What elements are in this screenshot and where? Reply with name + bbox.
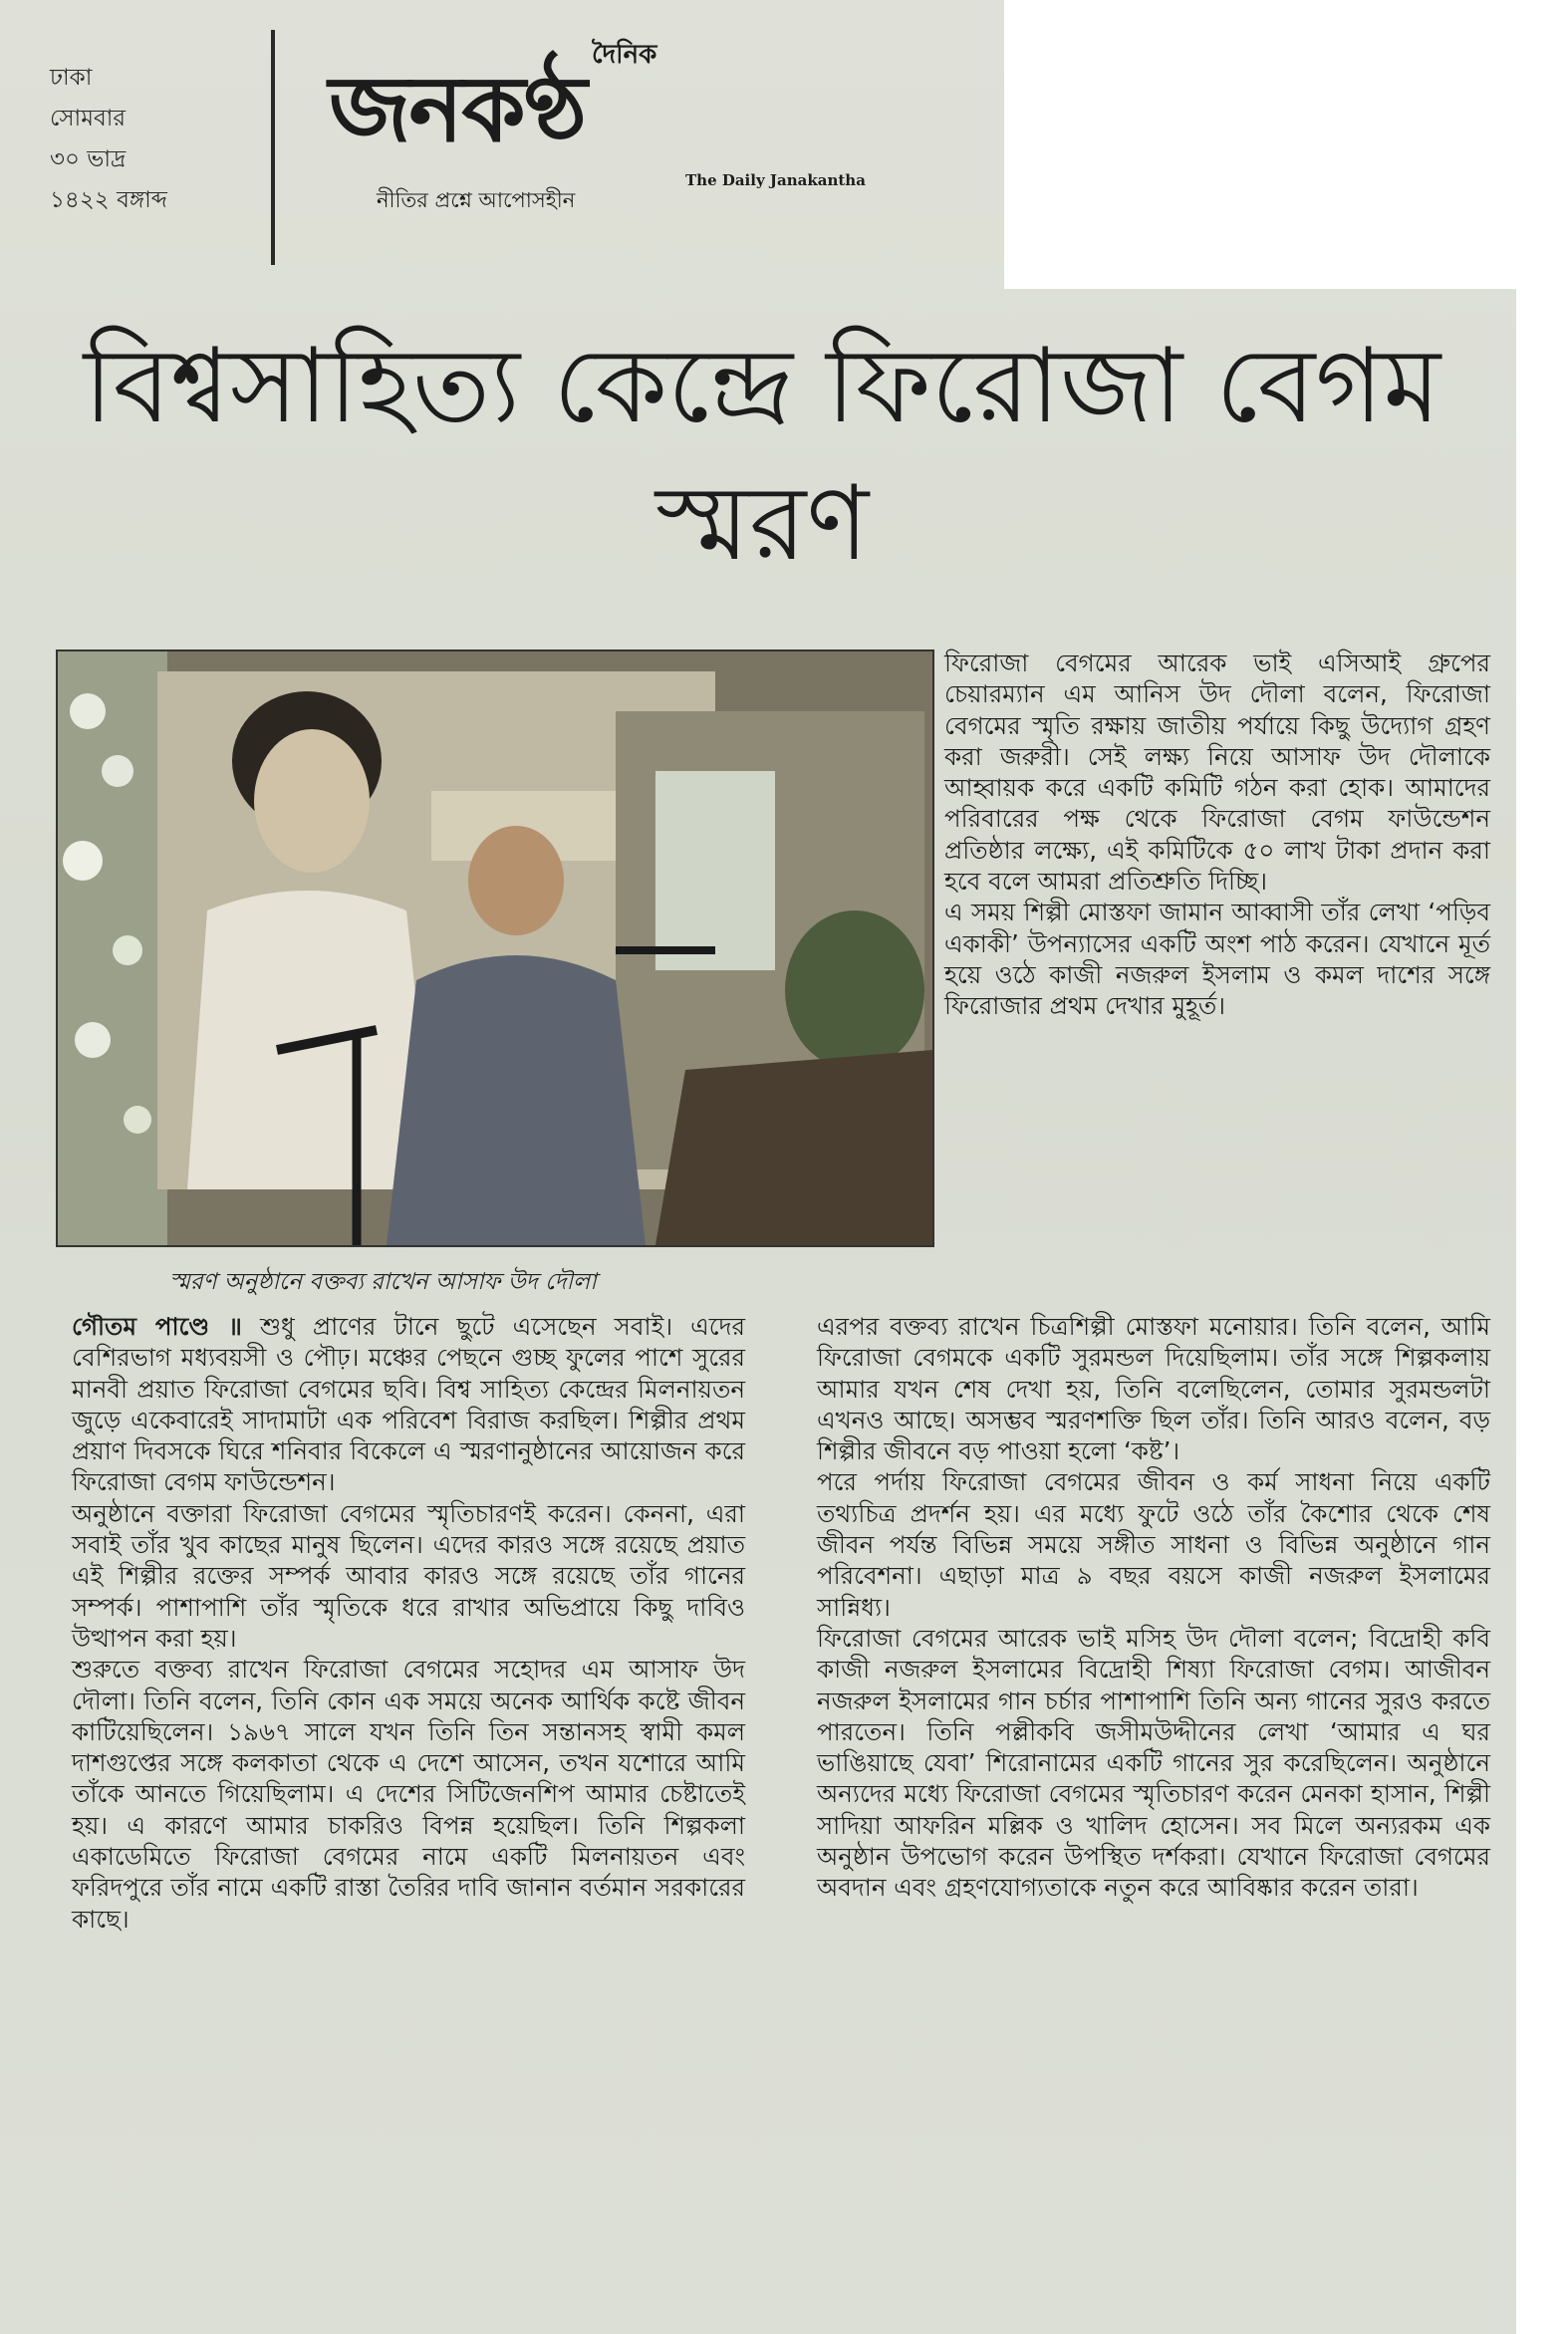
left-column [72,1311,745,1935]
paragraph: অনুষ্ঠানে বক্তারা ফিরোজা বেগমের স্মৃতিচারণই করেন। কেননা, এরা সবাই তাঁর খুব কাছের মানুষ ছিলেন। এদের কারও সঙ্গে রয়েছে প্রয়াত এই শিল্পীর রক্তের সম্পর্ক আবার কারও সঙ্গে রয়েছে তাঁর গানের সম্পর্ক। পাশাপাশি তাঁর স্মৃতিকে ধরে রাখার অভিপ্রায়ে কিছু দাবিও উত্থাপন করা হয়। [72,1498,745,1653]
blank-corner [1004,0,1568,289]
bengali-year: ১৪২২ বঙ্গাব্দ [50,187,167,213]
photo-caption: স্মরণ অনুষ্ঠানে বক্তব্য রাখেন আসাফ উদ দৌলা [169,1269,597,1295]
english-name: The Daily Janakantha [685,171,866,189]
lead-paragraph [72,1311,745,1498]
tagline: নীতির প্রশ্নে আপোসহীন [377,188,576,212]
byline: গৌতম পাণ্ডে ॥ [72,1312,242,1341]
right-column-top [944,648,1490,1022]
paragraph: পরে পর্দায় ফিরোজা বেগমের জীবন ও কর্ম সাধনা নিয়ে একটি তথ্যচিত্র প্রদর্শন হয়। এর মধ্যে ফুটে ওঠে তাঁর কৈশোর থেকে শেষ জীবন পর্যন্ত বিভিন্ন সময়ে সঙ্গীত সাধনা ও বিভিন্ন অনুষ্ঠানে গান পরিবেশনা। এছাড়া মাত্র ৯ বছর বয়সে কাজী নজরুল ইসলামের সান্নিধ্য। [817,1467,1490,1622]
date-block [50,58,259,221]
bengali-date: ৩০ ভাদ্র [50,146,127,172]
masthead-divider [271,30,275,265]
lead-text: শুধু প্রাণের টানে ছুটে এসেছেন সবাই। এদের বেশিরভাগ মধ্যবয়সী ও পৌঢ়। মঞ্চের পেছনে গুচ্ছ ফুলের পাশে সুরের মানবী প্রয়াত ফিরোজা বেগমের ছবি। বিশ্ব সাহিত্য কেন্দ্রের মিলনায়তন জুড়ে একেবারেই সাদামাটা এক পরিবেশ বিরাজ করছিল। শিল্পীর প্রথম প্রয়াণ দিবসকে ঘিরে শনিবার বিকেলে এ স্মরণানুষ্ঠানের আয়োজন করে ফিরোজা বেগম ফাউন্ডেশন। [72,1312,745,1497]
paragraph: এরপর বক্তব্য রাখেন চিত্রশিল্পী মোস্তফা মনোয়ার। তিনি বলেন, আমি ফিরোজা বেগমকে একটি সুরমন্ডল দিয়েছিলাম। তাঁর সঙ্গে শিল্পকলায় আমার যখন শেষ দেখা হয়, তিনি বলেছিলেন, তোমার সুরমন্ডলটা এখনও আছে। অসম্ভব স্মরণশক্তি ছিল তাঁর। তিনি আরও বলেন, বড় শিল্পীর জীবনে বড় পাওয়া হলো ‘কষ্ট’। [817,1312,1490,1466]
headline: বিশ্বসাহিত্য কেন্দ্রে ফিরোজা বেগম স্মরণ [83,325,1441,584]
right-column-bottom [817,1311,1490,1904]
location: ঢাকা [50,65,93,91]
paragraph: এ সময় শিল্পী মোস্তফা জামান আব্বাসী তাঁর লেখা ‘পড়িব একাকী’ উপন্যাসের একটি অংশ পাঠ করেন। যেখানে মূর্ত হয়ে ওঠে কাজী নজরুল ইসলাম ও কমল দাশের সঙ্গে ফিরোজার প্রথম দেখার মুহূর্ত। [944,898,1490,1021]
weekday: সোমবার [50,106,127,131]
scan-margin [1516,289,1568,2334]
event-photo [56,649,934,1247]
newspaper-logo: জনকণ্ঠ [329,56,586,162]
paragraph: ফিরোজা বেগমের আরেক ভাই এসিআই গ্রুপের চেয়ারম্যান এম আনিস উদ দৌলা বলেন, ফিরোজা বেগমের স্মৃতি রক্ষায় জাতীয় পর্যায়ে কিছু উদ্যোগ গ্রহণ করা জরুরী। সেই লক্ষ্য নিয়ে আসাফ উদ দৌলাকে আহ্বায়ক করে একটি কমিটি গঠন করা হোক। আমাদের পরিবারের পক্ষ থেকে ফিরোজা বেগম ফাউন্ডেশন প্রতিষ্ঠার লক্ষ্যে, এই কমিটিকে ৫০ লাখ টাকা প্রদান করা হবে বলে আমরা প্রতিশ্রুতি দিচ্ছি। [944,648,1490,897]
paragraph: ফিরোজা বেগমের আরেক ভাই মসিহ উদ দৌলা বলেন; বিদ্রোহী কবি কাজী নজরুল ইসলামের বিদ্রোহী শিষ্যা ফিরোজা বেগম। আজীবন নজরুল ইসলামের গান চর্চার পাশাপাশি তিনি অন্য গানের সুরও করতে পারতেন। তিনি পল্লীকবি জসীমউদ্দীনের লেখা ‘আমার এ ঘর ভাঙিয়াছে যেবা’ শিরোনামের একটি গানের সুর করেছিলেন। অনুষ্ঠানে অন্যদের মধ্যে ফিরোজা বেগমের স্মৃতিচারণ করেন মেনকা হাসান, শিল্পী সাদিয়া আফরিন মল্লিক ও খালিদ হোসেন। সব মিলে অন্যরকম এক অনুষ্ঠান উপভোগ করেন উপস্থিত দর্শকরা। যেখানে ফিরোজা বেগমের অবদান এবং গ্রহণযোগ্যতাকে নতুন করে আবিষ্কার করেন তারা। [817,1623,1490,1903]
masthead-daily: দৈনিক [592,40,657,70]
paragraph: শুরুতে বক্তব্য রাখেন ফিরোজা বেগমের সহোদর এম আসাফ উদ দৌলা। তিনি বলেন, তিনি কোন এক সময়ে অনেক আর্থিক কষ্টে জীবন কাটিয়েছিলেন। ১৯৬৭ সালে যখন তিনি তিন সন্তানসহ স্বামী কমল দাশগুপ্তের সঙ্গে কলকাতা থেকে এ দেশে আসেন, তখন যশোরে আমি তাঁকে আনতে গিয়েছিলাম। এ দেশের সিটিজেনশিপ আমার চেষ্টাতেই হয়। এ কারণে আমার চাকরিও বিপন্ন হয়েছিল। তিনি শিল্পকলা একাডেমিতে ফিরোজা বেগমের নামে একটি মিলনায়তন এবং ফরিদপুরে তাঁর নামে একটি রাস্তা তৈরির দাবি জানান বর্তমান সরকারের কাছে। [72,1655,745,1934]
